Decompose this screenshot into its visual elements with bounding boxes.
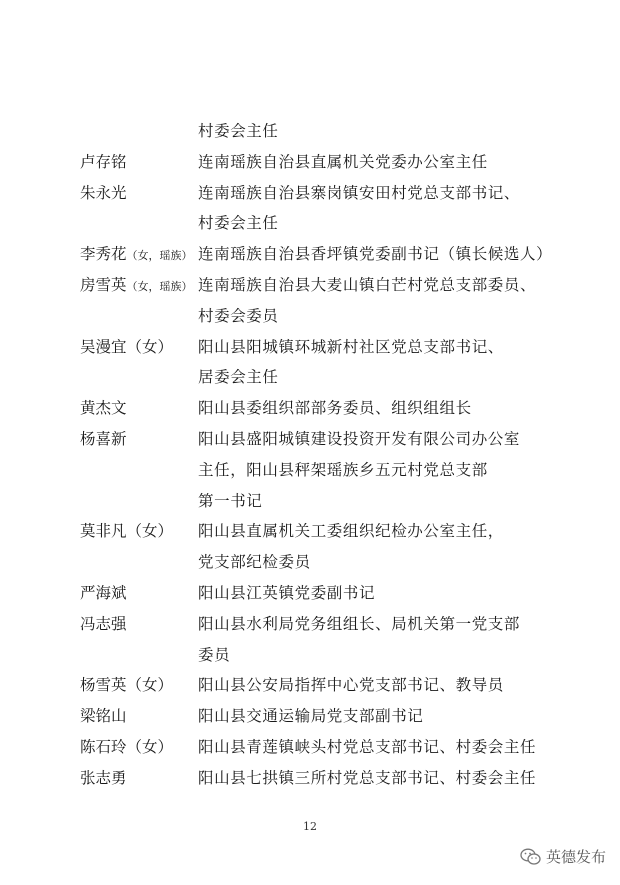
list-line bbox=[0, 301, 620, 332]
position-text: 阳山县阳城镇环城新村社区党总支部书记、 bbox=[198, 337, 504, 356]
list-line bbox=[0, 516, 620, 547]
person-name bbox=[80, 578, 127, 609]
position-text: 阳山县委组织部部务委员、组织组组长 bbox=[198, 399, 472, 418]
person-name-text: 梁铭山 bbox=[80, 707, 127, 726]
person-name bbox=[80, 516, 173, 547]
list-line bbox=[0, 455, 620, 486]
watermark bbox=[520, 846, 606, 867]
person-tag: （女，瑶族） bbox=[126, 249, 193, 263]
position-text: 连南瑶族自治县直属机关党委办公室主任 bbox=[198, 152, 488, 171]
list-line bbox=[0, 763, 620, 794]
list-line bbox=[0, 116, 620, 147]
position-text: 阳山县七拱镇三所村党总支部书记、村委会主任 bbox=[198, 768, 537, 787]
person-name-text: 李秀花 bbox=[80, 245, 127, 264]
position-text: 第一书记 bbox=[198, 491, 263, 510]
list-line bbox=[0, 609, 620, 640]
position-text: 党支部纪检委员 bbox=[198, 553, 311, 572]
position-text: 连南瑶族自治县香坪镇党委副书记（镇长候选人） bbox=[198, 245, 553, 264]
person-name bbox=[80, 332, 173, 363]
position-text: 村委会委员 bbox=[198, 306, 279, 325]
list-line bbox=[0, 486, 620, 517]
position-text: 村委会主任 bbox=[198, 122, 279, 140]
person-name-text: 冯志强 bbox=[80, 614, 127, 633]
person-name bbox=[80, 763, 127, 794]
person-name-text: 卢存铭 bbox=[80, 152, 127, 171]
person-name bbox=[80, 239, 193, 272]
person-name bbox=[80, 270, 193, 303]
position-text: 阳山县盛阳城镇建设投资开发有限公司办公室 bbox=[198, 429, 521, 448]
list-line bbox=[0, 701, 620, 732]
position-text: 阳山县交通运输局党支部副书记 bbox=[198, 707, 424, 726]
list-line bbox=[0, 732, 620, 763]
list-line bbox=[0, 547, 620, 578]
list-line bbox=[0, 239, 620, 270]
list-line bbox=[0, 670, 620, 701]
list-line bbox=[0, 362, 620, 393]
position-text: 主任，阳山县秤架瑶族乡五元村党总支部 bbox=[198, 460, 488, 479]
person-name-text: 严海斌 bbox=[80, 583, 127, 602]
position-text: 居委会主任 bbox=[198, 368, 279, 387]
person-name bbox=[80, 701, 127, 732]
list-line bbox=[0, 332, 620, 363]
wechat-icon bbox=[520, 848, 542, 866]
person-name-text: 杨雪英（女） bbox=[80, 676, 174, 695]
position-text: 村委会主任 bbox=[198, 214, 279, 233]
list-line bbox=[0, 578, 620, 609]
person-name-text: 黄杰文 bbox=[80, 399, 127, 418]
name-list bbox=[0, 116, 620, 794]
list-line bbox=[0, 424, 620, 455]
list-line bbox=[0, 393, 620, 424]
person-name-text: 朱永光 bbox=[80, 183, 127, 202]
position-text: 阳山县水利局党务组组长、局机关第一党支部 bbox=[198, 614, 521, 633]
position-text: 连南瑶族自治县寨岗镇安田村党总支部书记、 bbox=[198, 183, 521, 202]
person-name-text: 张志勇 bbox=[80, 768, 127, 787]
person-name-text: 莫非凡（女） bbox=[80, 522, 174, 541]
person-name bbox=[80, 732, 173, 763]
position-text: 阳山县公安局指挥中心党支部书记、教导员 bbox=[198, 676, 504, 695]
person-name-text: 杨喜新 bbox=[80, 429, 127, 448]
list-line bbox=[0, 640, 620, 671]
person-name-text: 陈石玲（女） bbox=[80, 737, 174, 756]
position-text: 连南瑶族自治县大麦山镇白芒村党总支部委员、 bbox=[198, 275, 537, 294]
person-name bbox=[80, 178, 127, 209]
person-name bbox=[80, 147, 127, 178]
list-line bbox=[0, 147, 620, 178]
person-name bbox=[80, 670, 173, 701]
list-line bbox=[0, 178, 620, 209]
list-line bbox=[0, 208, 620, 239]
page-number: 12 bbox=[303, 820, 317, 833]
person-name-text: 吴漫宜（女） bbox=[80, 337, 174, 356]
position-text: 阳山县青莲镇峡头村党总支部书记、村委会主任 bbox=[198, 737, 537, 756]
person-tag: （女，瑶族） bbox=[126, 279, 193, 293]
position-text: 阳山县直属机关工委组织纪检办公室主任， bbox=[198, 522, 504, 541]
person-name bbox=[80, 424, 127, 455]
list-line bbox=[0, 270, 620, 301]
watermark-text: 英德发布 bbox=[545, 848, 606, 866]
person-name bbox=[80, 393, 127, 424]
position-text: 阳山县江英镇党委副书记 bbox=[198, 583, 376, 602]
person-name bbox=[80, 609, 127, 640]
person-name-text: 房雪英 bbox=[80, 275, 127, 294]
position-text: 委员 bbox=[198, 645, 231, 664]
